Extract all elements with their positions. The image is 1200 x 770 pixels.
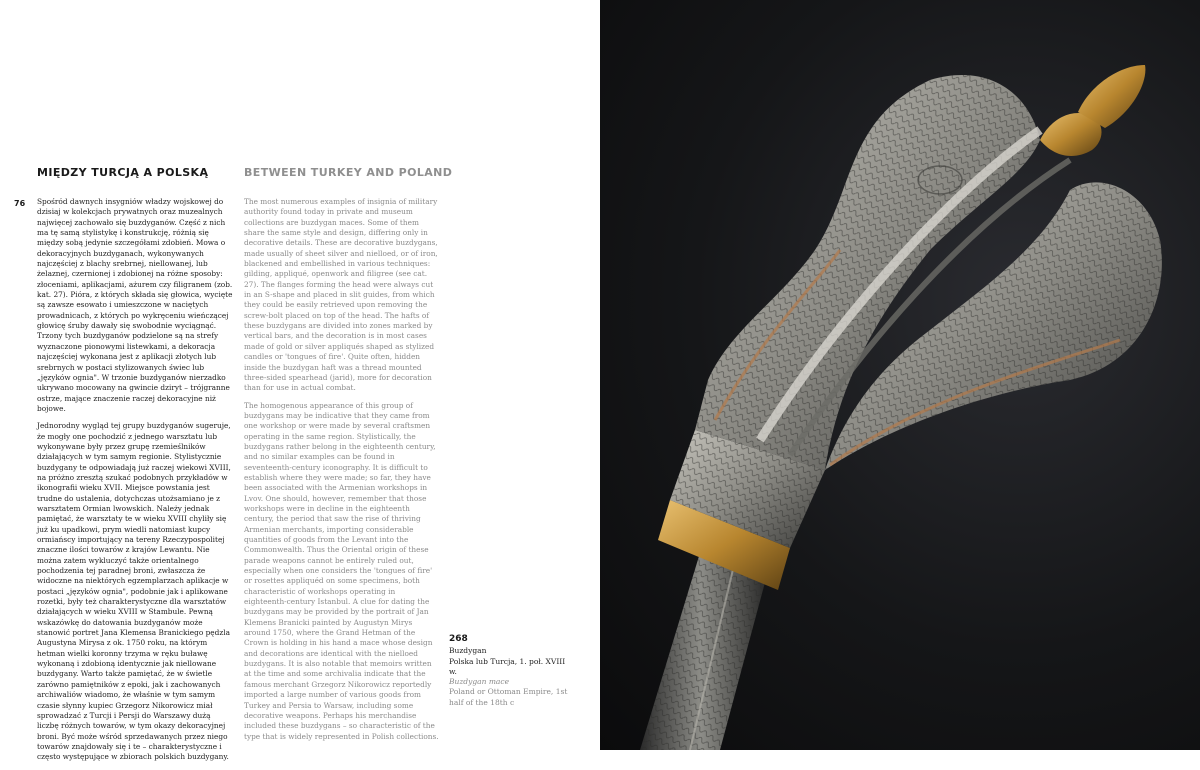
english-paragraph-2: The homogenous appearance of this group of buzdygans may be indicative that they came from one workshop or were made by several craftsmen operating in the same region. Stylistically, the buzdygans rather belong in the eighteenth century, and no similar examples can be found in seventeenth-century iconography. It is difficult to establish where they were made; so far, they have been associated with the Armenian workshops in Lvov. One should, however, remember that those workshops were in decline in the eighteenth century, the period that saw the rise of thriving Armenian merchants, importing considerable quantities of goods from the Levant into the Commonwealth. Thus the Oriental origin of these parade weapons cannot be entirely ruled out, especially when one considers the 'tongues of fire' or rosettes appliquéd on some specimens, both characteristic of workshops operating in eighteenth-century Istanbul. A clue for dating the buzdygans may be provided by the portrait of Jan Klemens Branicki painted by Augustyn Mirys around 1750, where the Grand Hetman of the Crown is holding in his hand a mace whose design and decorations are identical with the nielloed buzdygans. It is also notable that memoirs written at the time and some archivalia indicate that the famous merchant Grzegorz Nikorowicz reportedly imported a large number of various goods from Turkey and Persia to Warsaw, including some decorative weapons. Perhaps his merchandise included these buzdygans – so characteristic of the type that is widely represented in Polish collections. xyxy=(244,400,439,741)
polish-text-column xyxy=(37,197,233,770)
caption-polish-title: Buzdygan xyxy=(449,646,487,656)
heading-english: BETWEEN TURKEY AND POLAND xyxy=(244,166,453,179)
english-paragraph-1: The most numerous examples of insignia of military authority found today in private and museum collections are buzdygan maces. Some of them share the same style and design, differing only in decorative details. These are decorative buzdygans, made usually of sheet silver and nielloed, or of iron, blackened and embellished in various techniques: gilding, appliqué, openwork and filigree (see cat. 27). The flanges forming the head were always cut in an S-shape and placed in slit guides, from which they could be easily retrieved upon removing the screw-bolt placed on top of the head. The hafts of these buzdygans are divided into zones marked by vertical bars, and the decoration is in most cases made of gold or silver appliqués shaped as stylized candles or 'tongues of fire'. Quite often, hidden inside the buzdygan haft was a thread mounted three-sided spearhead (jarid), more for decoration than for use in actual combat. xyxy=(244,197,438,393)
mace-photograph xyxy=(600,0,1200,750)
heading-polish: MIĘDZY TURCJĄ A POLSKĄ xyxy=(37,166,209,179)
caption-english-title: Buzdygan mace xyxy=(449,677,510,687)
caption-english-origin: Poland or Ottoman Empire, 1st half of the 18th c xyxy=(449,687,568,707)
english-text-column xyxy=(244,197,440,749)
page-number: 76 xyxy=(14,199,26,208)
figure-caption xyxy=(449,634,569,708)
polish-paragraph-1: Spośród dawnych insygniów władzy wojskowej do dzisiaj w kolekcjach prywatnych oraz muzealnych najwięcej zachowało się buzdyganów. Część z nich ma tę samą stylistykę i konstrukcję, różnią się między sobą jedynie szczegółami zdobień. Mowa o dekoracyjnych buzdyganach, wykonywanych najczęściej z blachy srebrnej, niellowanej, lub żelaznej, czernionej i zdobionej na różne sposoby: złoceniami, aplikacjami, ażurem czy filigranem (zob. kat. 27). Pióra, z których składa się głowica, wycięte są zawsze esowato i umieszczone w naciętych prowadnicach, z których po wykręceniu wieńczącej głowicę śruby dawały się swobodnie wyciągnąć. Trzony tych buzdyganów podzielone są na strefy wyznaczone pionowymi listewkami, a dekoracja najczęściej wykonana jest z aplikacji złotych lub srebrnych w postaci stylizowanych świec lub „języków ognia". W trzonie buzdyganów nierzadko ukrywano mocowany na gwincie dziryt – trójgranne ostrze, mające znaczenie raczej dekoracyjne niż bojowe. xyxy=(37,197,233,413)
left-page xyxy=(0,0,600,762)
caption-number: 268 xyxy=(449,634,468,644)
brass-finial xyxy=(1040,65,1145,156)
buzdygan-mace-illustration xyxy=(600,0,1200,750)
caption-polish-origin: Polska lub Turcja, 1. poł. XVIII w. xyxy=(449,656,566,676)
polish-paragraph-2: Jednorodny wygląd tej grupy buzdyganów sugeruje, że mogły one pochodzić z jednego warsztatu lub wykonywane były przez grupę rzemieślników działających w tym samym regionie. Stylistycznie buzdygany te odpowiadają już raczej wiekowi XVIII, na próżno zresztą szukać podobnych przykładów w ikonografii wieku XVII. Miejsce powstania jest trudne do ustalenia, dotychczas utożsamiano je z warsztatem Ormian lwowskich. Należy jednak pamiętać, że warsztaty te w wieku XVIII chyliły się już ku upadkowi, prym wiedli natomiast kupcy ormiańscy importujący na tereny Rzeczypospolitej znaczne ilości towarów z krajów Lewantu. Nie można zatem wykluczyć także orientalnego pochodzenia tej paradnej broni, zwłaszcza że widoczne na niektórych egzemplarzach aplikacje w postaci „języków ognia", podobnie jak i aplikowane rozetki, były też charakterystyczne dla warsztatów działających w wieku XVIII w Stambule. Pewną wskazówkę do datowania buzdyganów może stanowić portret Jana Klemensa Branickiego pędzla Augustyna Mirysa z ok. 1750 roku, na którym hetman wielki koronny trzyma w ręku buławę wykonaną i zdobioną identycznie jak niellowane buzdygany. Warto także pamiętać, że w świetle zarówno pamiętników z epoki, jak i zachowanych archiwaliów wiadomo, że właśnie w tym samym czasie słynny kupiec Grzegorz Nikorowicz miał sprowadzać z Turcji i Persji do Warszawy dużą liczbę różnych towarów, w tym okazy dekoracyjnej broni. Być może wśród sprzedawanych przez niego towarów znajdowały się i te – charakterystyczne i często występujące w zbiorach polskich buzdygany. xyxy=(37,421,231,762)
